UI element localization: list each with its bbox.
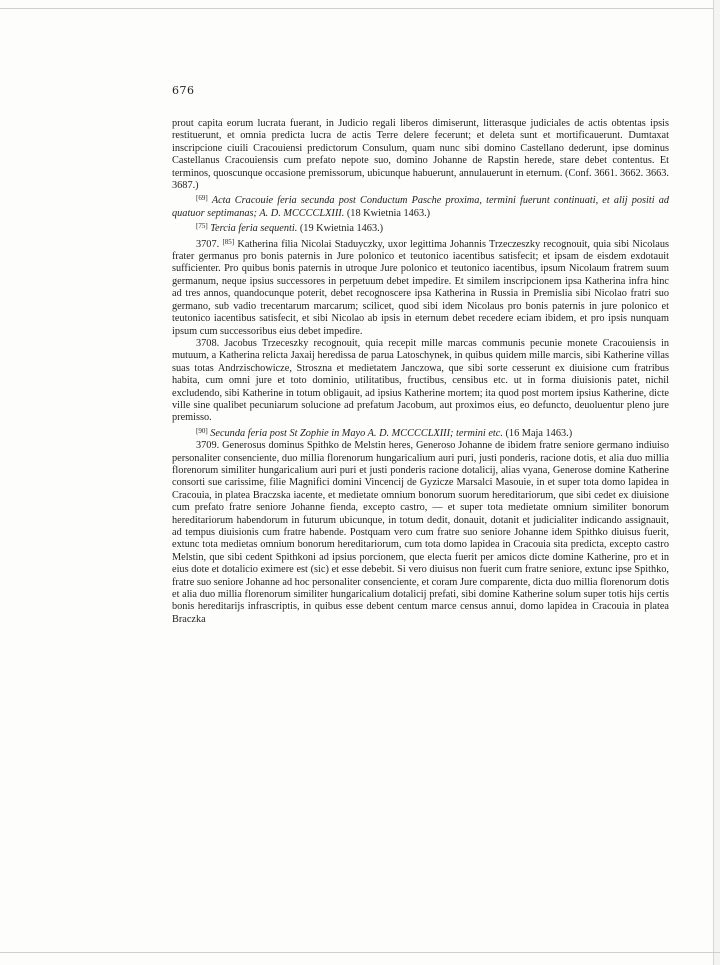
- scan-edge-bottom: [0, 952, 720, 965]
- entry-text: Katherina filia Nicolai Staduyczky, uxor legittima Johannis Trzeczeszky recognouit, quia sibi Nicolaus frater germanus pro bonis paternis in Jure polonico et teutonico iacentibus satisfecit; et ipsam de eisdem exdotauit sufficienter. Pro quibus bonis paternis in utroque Jure polonico et teutonico iacentibus, ipsum Nicolaum fratrem suum germanum, neque ipsius successores in perpetuum debet impedire. Et similem inscripcionem ipsa Katherina infra hinc ad tres annos, quandocunque poterit, debet recognoscere ipsa Katherina in Russia in Premislia sibi Nicolao fratri suo germano, sub vadio trecentarum marcarum; scilicet, quod sibi idem Nicolaus pro bonis paternis in jure polonico et teutonico iacentibus satisfecit, et sibi Nicolao ab ipsis in eternum debet recedere eciam ibidem, et pro ipsis nunquam ipsum cum successoribus eius debet impedire.: [172, 238, 670, 337]
- heading-date: (18 Kwietnia 1463.): [346, 207, 431, 219]
- entry-3707: [172, 236, 669, 338]
- session-heading: [172, 192, 669, 220]
- entry-number: 3708.: [196, 337, 220, 349]
- scan-edge-right: [713, 0, 720, 965]
- paragraph-text: prout capita eorum lucrata fuerant, in Judicio regali liberos dimiserunt, litterasque judiciales de actis obtentas ipsis restituerunt, et omnia predicta lucra de actis Terre delere fecerunt; et deleta sunt et mortificauerunt. Dumtaxat inscripcione ciuili Cracouiensi predictorum Consulum, quam nunc sibi domino Castellano dederunt, ipse dominus Castellanus Cracouiensis cum prefato nepote suo, domino Johanne de Rapstin herede, stare debet contentus. Et terminos, quoscunque occasione premissorum, ubicunque habuerunt, annulauerunt in eternum. (Conf. 3661. 3662. 3663. 3687.): [172, 118, 669, 192]
- entry-3709: [172, 440, 669, 626]
- entry-3708: [172, 338, 669, 425]
- paragraph-continuation: [172, 118, 669, 192]
- footnote-ref: [90]: [196, 426, 208, 435]
- heading-date: (16 Maja 1463.): [505, 427, 573, 439]
- session-heading: [172, 425, 669, 440]
- footnote-ref: [69]: [196, 194, 208, 203]
- session-heading: [172, 220, 669, 235]
- heading-title: Secunda feria post St Zophie in Mayo A. D. MCCCCLXIII; termini etc.: [210, 427, 503, 439]
- footnote-ref: [85]: [222, 237, 235, 246]
- heading-title: Acta Cracouie feria secunda post Conductum Pasche proxima, termini fuerunt continuati, et alij positi ad quatuor septimanas; A. D. MCCCCLXIII.: [172, 195, 669, 219]
- heading-title: Tercia feria sequenti.: [210, 223, 298, 235]
- entry-number: 3709.: [196, 440, 220, 452]
- body-text: [172, 118, 669, 626]
- scan-edge-top: [0, 0, 720, 9]
- footnote-ref: [75]: [196, 222, 208, 231]
- entry-text: Generosus dominus Spithko de Melstin heres, Generoso Johanne de ibidem fratre seniore germano indiuiso personaliter consenciente, duo millia florenorum hungaricalium auri puri, justi ponderis, racione dotis, et alia duo millia florenorum similiter hungaricalium auri puri et justi ponderis racione dotalicij, alias vyana, Generose domine Katherine consorti sue carissime, filie Magnifici domini Vincencij de Gyzicze Marsalci Masouie, in et super tota domo lapidea in Cracouia, in platea Braczska iacente, et medietate omnium bonorum suorum hereditariorum, que sibi cedet ex diuisione cum prefato fratre seniore Johanne fienda, excepto castro, — et super tota medietate omnium similiter bonorum hereditariorum habendorum in futurum ubicunque, in totum dedit, donauit, dotanit et judicialiter indicando assignauit, ad tempus diuisionis cum fratre habende. Postquam vero cum fratre suo seniore Johanne idem Spithko diuisus fuerit, extunc tota medietas omnium bonorum hereditariorum, cum tota domo lapidea in Cracouia sita predicta, excepto castro Melstin, que sibi cedent Spithkoni ad ipsius porcionem, que electa fuerit per amicos dicte domine Katherine, pro et in eius dote et dotalicio eximere est (sic) et esse debebit. Si vero diuisus non fuerit cum fratre seniore, extunc ipse Spithko, fratre suo seniore Johanne ad hoc personaliter consenciente, et coram Jure comparente, dicta duo millia florenorum dotis et alia duo millia florenorum similiter hungaricalium dotalicij prefati, sibi domine Katherine solum super totis hijs certis bonis hereditarijs infrascriptis, in quibus esse debent centum marce census annui, domo lapidea in Cracouia in platea Braczka: [172, 440, 669, 625]
- heading-date: (19 Kwietnia 1463.): [299, 223, 384, 235]
- page-number: 676: [172, 84, 195, 97]
- entry-text: Jacobus Trzeceszky recognouit, quia recepit mille marcas communis pecunie monete Cracouiensis in mutuum, a Katherina relicta Jaxaij heredissa de parua Latoschynek, in quibus quidem mille marcis, sibi Katherine villas suas totas Andrzischowicze, Stroszna et medietatem Janczowa, que sibi sorte cesserunt ex diuisione cum fratribus habita, cum omni jure et toto dominio, utilitatibus, fructibus, censibus etc. ut in forma diuisionis patet, nichil excludendo, sibi Katherine in totum obligauit, ad ipsius Katherine mortem; ita quod post mortem ipsius Katherine, dicte ville sine qualibet pecuniarum solucione ad prefatum Jacobum, aut proximos eius, eo defuncto, deuoluentur pleno jure premisso.: [172, 337, 669, 424]
- entry-number: 3707.: [196, 238, 220, 250]
